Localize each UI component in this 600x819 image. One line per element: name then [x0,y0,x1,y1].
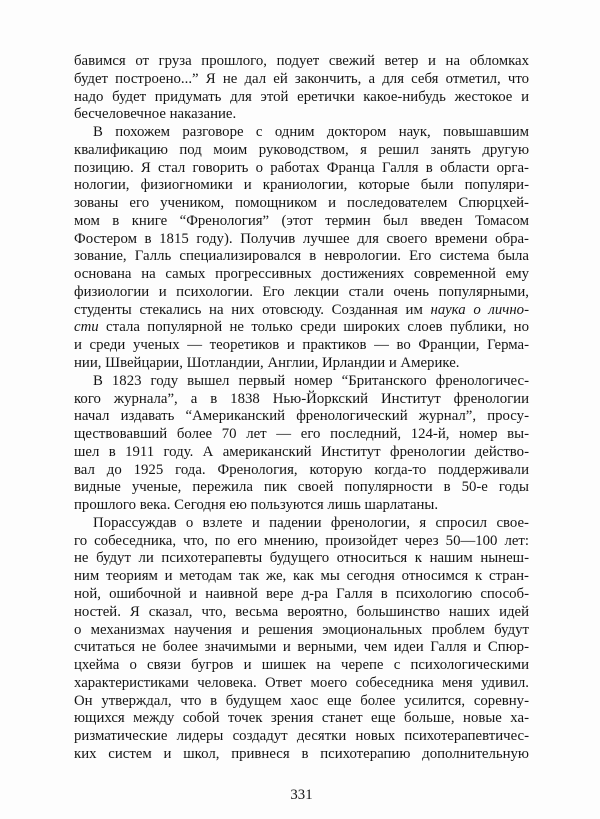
paragraph-3 [74,373,529,515]
text-line: бесчеловечное наказание. [74,106,237,123]
text-line: зованы его учеником, помощником и последователем Спюрцхей- [74,195,529,212]
text-line: мом в книге “Френология” (этот термин был введен Томасом [74,212,529,229]
text-line: видные ученые, пережила пик своей популярности в 50-е годы [74,479,529,496]
text-line [74,319,529,337]
paragraph-1 [74,53,529,124]
text-line: ной, ошибочной и наивной вере д-ра Галля в психологию способ- [74,585,529,602]
text-line: вал до 1925 года. Френология, которую когда-то поддерживали [74,461,529,478]
text-line: будет построено...” Я не дал ей закончить, а для себя отметил, что [74,70,529,87]
text-line: зование, Галль специализировался в неврологии. Его система была [74,248,529,265]
text-segment: студенты стекались на них отовсюду. Созданная им [74,301,431,318]
text-line: Он утверждал, что в будущем хаос еще более усилится, соревну- [74,692,529,709]
text-line: не будут ли психотерапевты будущего относиться к нашим нынеш- [74,550,529,567]
text-line: о механизмах научения и решения эмоциональных проблем будут [74,621,529,638]
text-line: нии, Швейцарии, Шотландии, Англии, Ирландии и Америке. [74,355,460,372]
paragraph-2 [74,124,529,373]
text-line: нологии, физиогномики и краниологии, которые были популяри- [74,177,529,194]
text-line [74,302,529,320]
text-line: считаться не более значимыми и верными, чем идеи Галля и Спюр- [74,639,529,656]
text-line: ющихся между собой точек зрения станет еще больше, новые ха- [74,710,529,727]
text-line: кого журнала”, а в 1838 Нью-Йоркский Институт френологии [74,390,529,407]
text-line: В похожем разговоре с одним доктором наук, повышавшим [93,124,529,141]
text-line: и среди ученых — теоретиков и практиков — во Франции, Герма- [74,337,529,354]
text-line: прошлого века. Сегодня ею пользуются лишь шарлатаны. [74,497,439,514]
text-line: характеристиками человека. Ответ моего собеседника меня удивил. [74,674,529,691]
text-line: ких систем и школ, привнеся в психотерапию дополнительную [74,745,529,762]
text-line: цхейма о связи бугров и шишек на черепе с психологическими [74,657,529,674]
page-number: 331 [290,787,313,803]
text-line: В 1823 году вышел первый номер “Британского френологичес- [93,372,529,389]
text-segment: стала популярной не только среди широких слоев публики, но [98,319,529,336]
italic-term: наука о лично- [430,301,530,318]
text-line: ризматические лидеры создадут десятки новых психотерапевтичес- [74,728,529,745]
italic-term: сти [74,319,99,336]
body-text [74,53,529,764]
paragraph-4 [74,515,529,764]
text-line: надо будет придумать для этой еретички какое-нибудь жестокое и [74,88,529,105]
text-line: ностей. Я сказал, что, весьма вероятно, большинство наших идей [74,603,529,620]
text-line: бавимся от груза прошлого, подует свежий ветер и на обломках [74,53,529,69]
text-line: шел в 1911 году. А американский Институт френологии действо- [74,443,529,460]
text-line: основана на самых прогрессивных достижениях современной ему [74,266,529,283]
text-line: позицию. Я стал говорить о работах Франца Галля в области орга- [74,159,529,176]
text-line: Фостером в 1815 году). Получив лучшее для своего времени обра- [74,230,529,247]
text-line: го собеседника, что, по его мнению, произойдет через 50—100 лет: [74,532,529,549]
text-line: ществовавший более 70 лет — его последний, 124-й, номер вы- [74,426,529,443]
text-line: начал издавать “Американский френологический журнал”, просу- [74,408,529,425]
text-line: физиологии и психологии. Его лекции стали очень популярными, [74,283,529,300]
text-line: ним теориям и методам так же, как мы сегодня относимся к стран- [74,568,529,585]
text-line: Порассуждав о взлете и падении френологии, я спросил свое- [93,514,529,531]
text-line: квалификацию под моим руководством, я решил занять другую [74,141,529,158]
